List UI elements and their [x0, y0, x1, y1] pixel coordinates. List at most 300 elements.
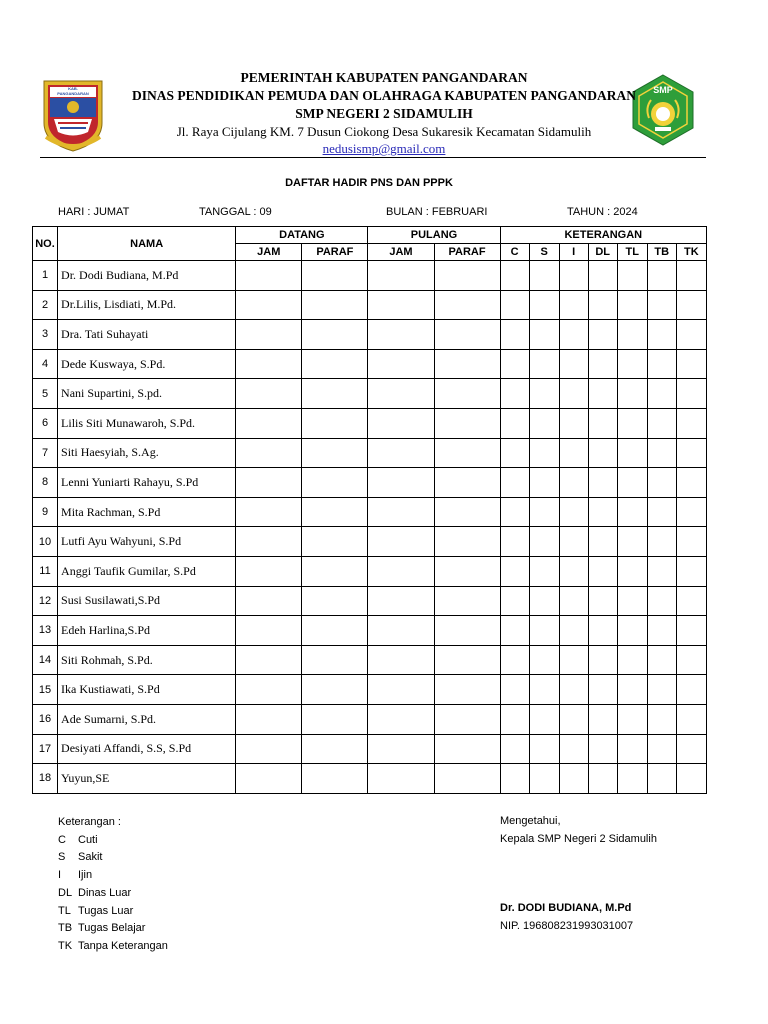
- header-address: Jl. Raya Cijulang KM. 7 Dusun Ciokong Desa Sukaresik Kecamatan Sidamulih: [176, 124, 592, 139]
- ket-tl-cell: [617, 645, 647, 675]
- signature-mengetahui: Mengetahui,: [500, 815, 561, 827]
- ket-c-cell: [500, 379, 529, 409]
- ket-c-cell: [500, 349, 529, 379]
- pulang-paraf-cell: [434, 556, 500, 586]
- row-number: 13: [33, 616, 58, 646]
- datang-paraf-cell: [302, 586, 368, 616]
- pulang-jam-cell: [368, 261, 434, 291]
- col-header-datang-paraf: PARAF: [302, 244, 368, 261]
- ket-s-cell: [529, 704, 559, 734]
- legend-label: Cuti: [78, 833, 98, 846]
- ket-tb-cell: [647, 616, 676, 646]
- pulang-paraf-cell: [434, 764, 500, 794]
- datang-paraf-cell: [302, 616, 368, 646]
- row-name: Mita Rachman, S.Pd: [58, 497, 236, 527]
- ket-s-cell: [529, 320, 559, 350]
- datang-paraf-cell: [302, 261, 368, 291]
- table-row: [33, 408, 707, 438]
- ket-dl-cell: [588, 261, 617, 291]
- ket-tb-cell: [647, 527, 676, 557]
- datang-paraf-cell: [302, 527, 368, 557]
- row-number: 11: [33, 556, 58, 586]
- ket-tb-cell: [647, 764, 676, 794]
- row-name: Dr. Dodi Budiana, M.Pd: [58, 261, 236, 291]
- col-header-datang-jam: JAM: [236, 244, 302, 261]
- ket-dl-cell: [588, 734, 617, 764]
- legend-title: Keterangan :: [58, 816, 121, 828]
- legend-label: Tugas Belajar: [78, 922, 146, 935]
- pulang-jam-cell: [368, 645, 434, 675]
- ket-tl-cell: [617, 586, 647, 616]
- pulang-jam-cell: [368, 586, 434, 616]
- pulang-jam-cell: [368, 349, 434, 379]
- ket-tk-cell: [676, 645, 706, 675]
- datang-jam-cell: [236, 320, 302, 350]
- ket-i-cell: [559, 468, 588, 498]
- ket-tl-cell: [617, 497, 647, 527]
- pulang-paraf-cell: [434, 675, 500, 705]
- ket-i-cell: [559, 586, 588, 616]
- table-row: [33, 556, 707, 586]
- pulang-paraf-cell: [434, 704, 500, 734]
- ket-dl-cell: [588, 704, 617, 734]
- ket-tk-cell: [676, 764, 706, 794]
- legend-label: Sakit: [78, 851, 103, 864]
- ket-tk-cell: [676, 734, 706, 764]
- info-tanggal: TANGGAL : 09: [199, 206, 272, 218]
- row-number: 3: [33, 320, 58, 350]
- ket-tb-cell: [647, 704, 676, 734]
- datang-jam-cell: [236, 556, 302, 586]
- datang-paraf-cell: [302, 408, 368, 438]
- ket-s-cell: [529, 438, 559, 468]
- pulang-paraf-cell: [434, 616, 500, 646]
- row-number: 7: [33, 438, 58, 468]
- pulang-jam-cell: [368, 290, 434, 320]
- col-header-ket-i: I: [559, 244, 588, 261]
- ket-i-cell: [559, 438, 588, 468]
- ket-s-cell: [529, 586, 559, 616]
- ket-c-cell: [500, 675, 529, 705]
- ket-s-cell: [529, 349, 559, 379]
- col-header-nama: NAMA: [58, 227, 236, 261]
- datang-paraf-cell: [302, 675, 368, 705]
- pulang-paraf-cell: [434, 586, 500, 616]
- ket-tb-cell: [647, 497, 676, 527]
- ket-s-cell: [529, 408, 559, 438]
- pulang-jam-cell: [368, 468, 434, 498]
- col-header-pulang-paraf: PARAF: [434, 244, 500, 261]
- datang-jam-cell: [236, 527, 302, 557]
- datang-paraf-cell: [302, 704, 368, 734]
- ket-tb-cell: [647, 586, 676, 616]
- row-name: Lutfi Ayu Wahyuni, S.Pd: [58, 527, 236, 557]
- header-government: PEMERINTAH KABUPATEN PANGANDARAN: [240, 70, 528, 85]
- row-name: Ika Kustiawati, S.Pd: [58, 675, 236, 705]
- pulang-jam-cell: [368, 320, 434, 350]
- row-number: 10: [33, 527, 58, 557]
- datang-jam-cell: [236, 764, 302, 794]
- datang-paraf-cell: [302, 320, 368, 350]
- ket-s-cell: [529, 290, 559, 320]
- datang-jam-cell: [236, 290, 302, 320]
- datang-paraf-cell: [302, 290, 368, 320]
- ket-i-cell: [559, 645, 588, 675]
- row-number: 17: [33, 734, 58, 764]
- ket-i-cell: [559, 290, 588, 320]
- info-tahun: TAHUN : 2024: [567, 206, 638, 218]
- pulang-paraf-cell: [434, 379, 500, 409]
- ket-tb-cell: [647, 261, 676, 291]
- ket-tk-cell: [676, 320, 706, 350]
- table-row: [33, 645, 707, 675]
- pulang-jam-cell: [368, 379, 434, 409]
- ket-tl-cell: [617, 438, 647, 468]
- pulang-paraf-cell: [434, 734, 500, 764]
- datang-jam-cell: [236, 704, 302, 734]
- pulang-jam-cell: [368, 556, 434, 586]
- ket-i-cell: [559, 349, 588, 379]
- legend-item: [58, 849, 168, 867]
- ket-i-cell: [559, 527, 588, 557]
- table-row: [33, 616, 707, 646]
- ket-c-cell: [500, 734, 529, 764]
- row-name: Ade Sumarni, S.Pd.: [58, 704, 236, 734]
- ket-dl-cell: [588, 556, 617, 586]
- ket-tb-cell: [647, 438, 676, 468]
- ket-dl-cell: [588, 645, 617, 675]
- row-number: 4: [33, 349, 58, 379]
- ket-dl-cell: [588, 438, 617, 468]
- row-number: 15: [33, 675, 58, 705]
- pulang-jam-cell: [368, 764, 434, 794]
- ket-i-cell: [559, 616, 588, 646]
- table-row: [33, 734, 707, 764]
- row-number: 16: [33, 704, 58, 734]
- ket-dl-cell: [588, 616, 617, 646]
- ket-tb-cell: [647, 320, 676, 350]
- row-number: 1: [33, 261, 58, 291]
- ket-i-cell: [559, 261, 588, 291]
- ket-tl-cell: [617, 349, 647, 379]
- ket-tk-cell: [676, 379, 706, 409]
- ket-s-cell: [529, 675, 559, 705]
- datang-jam-cell: [236, 468, 302, 498]
- ket-s-cell: [529, 379, 559, 409]
- ket-i-cell: [559, 764, 588, 794]
- row-number: 18: [33, 764, 58, 794]
- pulang-jam-cell: [368, 616, 434, 646]
- ket-s-cell: [529, 764, 559, 794]
- row-number: 8: [33, 468, 58, 498]
- legend-label: Tanpa Keterangan: [78, 939, 168, 952]
- ket-tl-cell: [617, 616, 647, 646]
- pulang-jam-cell: [368, 438, 434, 468]
- col-header-ket-c: C: [500, 244, 529, 261]
- ket-s-cell: [529, 734, 559, 764]
- ket-c-cell: [500, 616, 529, 646]
- datang-paraf-cell: [302, 645, 368, 675]
- ket-tk-cell: [676, 497, 706, 527]
- row-name: Lenni Yuniarti Rahayu, S.Pd: [58, 468, 236, 498]
- datang-paraf-cell: [302, 497, 368, 527]
- table-row: [33, 349, 707, 379]
- ket-tl-cell: [617, 468, 647, 498]
- ket-c-cell: [500, 645, 529, 675]
- ket-tb-cell: [647, 408, 676, 438]
- table-row: [33, 290, 707, 320]
- pulang-paraf-cell: [434, 320, 500, 350]
- pulang-jam-cell: [368, 704, 434, 734]
- legend-item: [58, 938, 168, 956]
- table-row: [33, 468, 707, 498]
- datang-paraf-cell: [302, 379, 368, 409]
- ket-tl-cell: [617, 704, 647, 734]
- row-name: Siti Haesyiah, S.Ag.: [58, 438, 236, 468]
- row-name: Edeh Harlina,S.Pd: [58, 616, 236, 646]
- ket-c-cell: [500, 290, 529, 320]
- ket-s-cell: [529, 616, 559, 646]
- pulang-paraf-cell: [434, 527, 500, 557]
- ket-s-cell: [529, 497, 559, 527]
- pulang-jam-cell: [368, 408, 434, 438]
- ket-dl-cell: [588, 290, 617, 320]
- ket-tk-cell: [676, 261, 706, 291]
- legend-item: [58, 832, 168, 850]
- ket-i-cell: [559, 320, 588, 350]
- datang-paraf-cell: [302, 438, 368, 468]
- legend-label: Tugas Luar: [78, 904, 134, 917]
- ket-tk-cell: [676, 468, 706, 498]
- ket-c-cell: [500, 408, 529, 438]
- legend-item: [58, 903, 168, 921]
- ket-dl-cell: [588, 349, 617, 379]
- col-header-pulang: PULANG: [368, 227, 500, 244]
- ket-tk-cell: [676, 586, 706, 616]
- ket-tl-cell: [617, 556, 647, 586]
- row-name: Yuyun,SE: [58, 764, 236, 794]
- legend-code: TB: [58, 922, 73, 935]
- signature-position: Kepala SMP Negeri 2 Sidamulih: [500, 833, 657, 845]
- ket-dl-cell: [588, 764, 617, 794]
- row-number: 9: [33, 497, 58, 527]
- ket-c-cell: [500, 586, 529, 616]
- ket-i-cell: [559, 379, 588, 409]
- ket-tb-cell: [647, 468, 676, 498]
- legend-code: TL: [58, 904, 71, 917]
- col-header-no: NO.: [33, 227, 58, 261]
- row-number: 6: [33, 408, 58, 438]
- ket-tk-cell: [676, 556, 706, 586]
- ket-s-cell: [529, 261, 559, 291]
- ket-tl-cell: [617, 290, 647, 320]
- datang-paraf-cell: [302, 349, 368, 379]
- ket-dl-cell: [588, 675, 617, 705]
- datang-jam-cell: [236, 349, 302, 379]
- row-name: Susi Susilawati,S.Pd: [58, 586, 236, 616]
- datang-jam-cell: [236, 616, 302, 646]
- ket-tk-cell: [676, 438, 706, 468]
- ket-dl-cell: [588, 468, 617, 498]
- ket-i-cell: [559, 675, 588, 705]
- ket-dl-cell: [588, 408, 617, 438]
- ket-tk-cell: [676, 675, 706, 705]
- header-email-link[interactable]: nedusismp@gmail.com: [322, 141, 446, 156]
- datang-jam-cell: [236, 497, 302, 527]
- col-header-keterangan: KETERANGAN: [500, 227, 706, 244]
- row-name: Lilis Siti Munawaroh, S.Pd.: [58, 408, 236, 438]
- ket-tb-cell: [647, 556, 676, 586]
- datang-jam-cell: [236, 645, 302, 675]
- datang-jam-cell: [236, 586, 302, 616]
- pulang-jam-cell: [368, 734, 434, 764]
- ket-tl-cell: [617, 261, 647, 291]
- ket-tl-cell: [617, 408, 647, 438]
- ket-tk-cell: [676, 349, 706, 379]
- datang-jam-cell: [236, 408, 302, 438]
- attendance-table: [32, 226, 707, 794]
- ket-tk-cell: [676, 704, 706, 734]
- col-header-ket-dl: DL: [588, 244, 617, 261]
- ket-c-cell: [500, 468, 529, 498]
- info-hari: HARI : JUMAT: [58, 206, 130, 218]
- legend-label: Ijin: [78, 869, 93, 882]
- ket-i-cell: [559, 497, 588, 527]
- ket-dl-cell: [588, 497, 617, 527]
- ket-dl-cell: [588, 527, 617, 557]
- table-row: [33, 320, 707, 350]
- row-number: 14: [33, 645, 58, 675]
- datang-jam-cell: [236, 261, 302, 291]
- table-row: [33, 261, 707, 291]
- header-agency: DINAS PENDIDIKAN PEMUDA DAN OLAHRAGA KABUPATEN PANGANDARAN: [131, 88, 636, 103]
- row-name: Dede Kuswaya, S.Pd.: [58, 349, 236, 379]
- legend-code: DL: [58, 886, 73, 899]
- ket-tk-cell: [676, 290, 706, 320]
- table-row: [33, 527, 707, 557]
- ket-tk-cell: [676, 527, 706, 557]
- signature-name: Dr. DODI BUDIANA, M.Pd: [500, 902, 632, 914]
- legend-item: [58, 920, 168, 938]
- pulang-paraf-cell: [434, 438, 500, 468]
- ket-dl-cell: [588, 320, 617, 350]
- col-header-datang: DATANG: [236, 227, 368, 244]
- pulang-paraf-cell: [434, 290, 500, 320]
- table-row: [33, 586, 707, 616]
- legend-item: [58, 867, 168, 885]
- datang-jam-cell: [236, 379, 302, 409]
- ket-s-cell: [529, 645, 559, 675]
- row-name: Siti Rohmah, S.Pd.: [58, 645, 236, 675]
- legend-code: C: [58, 833, 66, 846]
- pulang-jam-cell: [368, 497, 434, 527]
- datang-jam-cell: [236, 438, 302, 468]
- ket-tb-cell: [647, 349, 676, 379]
- ket-c-cell: [500, 556, 529, 586]
- signature-nip: NIP. 196808231993031007: [500, 920, 634, 932]
- info-bulan: BULAN : FEBRUARI: [386, 206, 488, 218]
- ket-s-cell: [529, 527, 559, 557]
- col-header-ket-tk: TK: [676, 244, 706, 261]
- datang-jam-cell: [236, 734, 302, 764]
- table-row: [33, 379, 707, 409]
- ket-c-cell: [500, 497, 529, 527]
- legend-code: TK: [58, 939, 73, 952]
- ket-tb-cell: [647, 379, 676, 409]
- ket-c-cell: [500, 320, 529, 350]
- ket-s-cell: [529, 468, 559, 498]
- legend-code: S: [58, 851, 66, 864]
- ket-dl-cell: [588, 379, 617, 409]
- ket-c-cell: [500, 438, 529, 468]
- document-title: DAFTAR HADIR PNS DAN PPPK: [285, 177, 453, 189]
- ket-c-cell: [500, 261, 529, 291]
- pulang-paraf-cell: [434, 645, 500, 675]
- row-name: Desiyati Affandi, S.S, S.Pd: [58, 734, 236, 764]
- col-header-ket-tl: TL: [617, 244, 647, 261]
- letterhead-divider: [40, 157, 706, 158]
- pulang-paraf-cell: [434, 408, 500, 438]
- legend-block: [58, 814, 168, 956]
- row-name: Nani Supartini, S.pd.: [58, 379, 236, 409]
- pulang-jam-cell: [368, 527, 434, 557]
- col-header-ket-s: S: [529, 244, 559, 261]
- ket-i-cell: [559, 556, 588, 586]
- table-row: [33, 675, 707, 705]
- row-number: 12: [33, 586, 58, 616]
- ket-tl-cell: [617, 320, 647, 350]
- pulang-paraf-cell: [434, 497, 500, 527]
- table-row: [33, 438, 707, 468]
- table-row: [33, 497, 707, 527]
- pulang-paraf-cell: [434, 468, 500, 498]
- datang-paraf-cell: [302, 734, 368, 764]
- row-number: 5: [33, 379, 58, 409]
- legend-item: [58, 885, 168, 903]
- ket-c-cell: [500, 764, 529, 794]
- ket-tl-cell: [617, 734, 647, 764]
- ket-i-cell: [559, 408, 588, 438]
- datang-paraf-cell: [302, 764, 368, 794]
- header-school-name: SMP NEGERI 2 SIDAMULIH: [295, 106, 473, 121]
- pulang-jam-cell: [368, 675, 434, 705]
- logo-right-text: SMP: [653, 85, 673, 95]
- pulang-paraf-cell: [434, 349, 500, 379]
- legend-code: I: [58, 869, 62, 882]
- ket-tb-cell: [647, 645, 676, 675]
- legend-label: Dinas Luar: [78, 886, 132, 899]
- datang-paraf-cell: [302, 556, 368, 586]
- ket-s-cell: [529, 556, 559, 586]
- col-header-ket-tb: TB: [647, 244, 676, 261]
- ket-tl-cell: [617, 675, 647, 705]
- ket-i-cell: [559, 704, 588, 734]
- table-row: [33, 764, 707, 794]
- ket-dl-cell: [588, 586, 617, 616]
- ket-tl-cell: [617, 527, 647, 557]
- ket-c-cell: [500, 527, 529, 557]
- ket-tk-cell: [676, 408, 706, 438]
- datang-jam-cell: [236, 675, 302, 705]
- ket-tl-cell: [617, 379, 647, 409]
- datang-paraf-cell: [302, 468, 368, 498]
- ket-tk-cell: [676, 616, 706, 646]
- ket-i-cell: [559, 734, 588, 764]
- ket-tl-cell: [617, 764, 647, 794]
- row-name: Anggi Taufik Gumilar, S.Pd: [58, 556, 236, 586]
- row-name: Dr.Lilis, Lisdiati, M.Pd.: [58, 290, 236, 320]
- col-header-pulang-jam: JAM: [368, 244, 434, 261]
